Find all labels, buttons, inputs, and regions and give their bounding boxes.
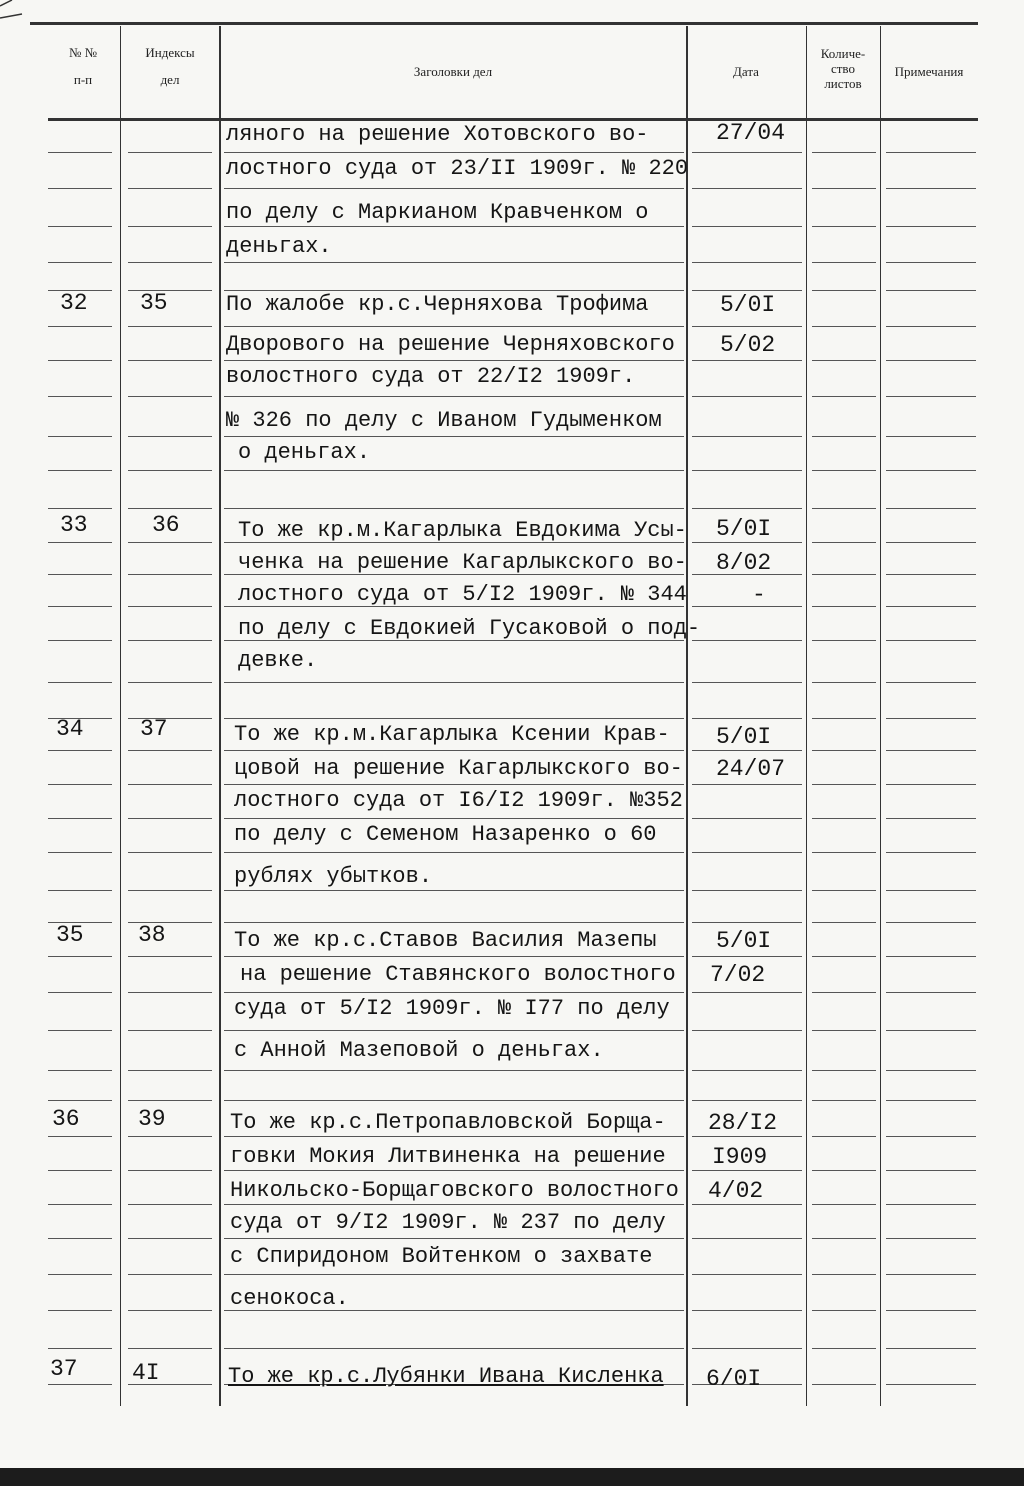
ruled-line [128, 1070, 212, 1071]
entry-index: 38 [138, 922, 166, 948]
ruled-line [812, 470, 876, 471]
ruled-line [886, 1136, 976, 1137]
ruled-line [224, 396, 684, 397]
ruled-line [886, 1070, 976, 1071]
ruled-line [692, 396, 802, 397]
date-value: 5/0I [716, 724, 772, 750]
date-value: 27/04 [716, 120, 786, 146]
date-value: 5/02 [720, 332, 776, 358]
entry-number: 36 [52, 1106, 80, 1132]
ruled-line [692, 226, 802, 227]
ruled-line [224, 326, 684, 327]
ruled-line [224, 470, 684, 471]
ruled-line [692, 262, 802, 263]
ruled-line [886, 852, 976, 853]
ruled-line [224, 1070, 684, 1071]
ruled-line [692, 956, 802, 957]
title-line: сенокоса. [230, 1286, 349, 1311]
ruled-line [128, 360, 212, 361]
title-line: с Анной Мазеповой о деньгах. [234, 1038, 604, 1063]
ruled-line [128, 226, 212, 227]
ruled-line [48, 956, 112, 957]
ruled-line [48, 606, 112, 607]
ruled-line [812, 1384, 876, 1385]
title-line: То же кр.м.Кагарлыка Евдокима Усы- [238, 518, 687, 543]
title-line: рублях убытков. [234, 864, 433, 889]
ruled-line [128, 784, 212, 785]
title-line: № 326 по делу с Иваном Гудыменком [226, 408, 662, 433]
ruled-line [812, 890, 876, 891]
ruled-line [812, 326, 876, 327]
ruled-line [128, 1274, 212, 1275]
header-index-line2: дел [160, 72, 180, 87]
date-value: 5/0I [716, 516, 772, 542]
ruled-line [692, 152, 802, 153]
ruled-line [48, 1384, 112, 1385]
ruled-line [812, 360, 876, 361]
ruled-line [224, 682, 684, 683]
header-num [48, 44, 118, 88]
ruled-line [48, 574, 112, 575]
ruled-line [128, 606, 212, 607]
ruled-line [812, 1238, 876, 1239]
ruled-line [692, 542, 802, 543]
ruled-line [886, 290, 976, 291]
ruled-line [48, 470, 112, 471]
ruled-line [224, 1100, 684, 1101]
ruled-line [48, 1070, 112, 1071]
ruled-line [886, 1384, 976, 1385]
ruled-line [128, 1030, 212, 1031]
ruled-line [886, 1310, 976, 1311]
title-line: на решение Ставянского волостного [240, 962, 676, 987]
header-num-line2: п-п [73, 72, 93, 87]
entry-number: 37 [50, 1356, 78, 1382]
ruled-line [886, 750, 976, 751]
ruled-line [692, 852, 802, 853]
date-value: 28/I2 [708, 1110, 778, 1136]
ruled-line [692, 606, 802, 607]
ruled-line [48, 1030, 112, 1031]
col-divider-notes [880, 26, 881, 1406]
ruled-line [812, 188, 876, 189]
ruled-line [224, 1348, 684, 1349]
ruled-line [812, 992, 876, 993]
ruled-line [48, 682, 112, 683]
col-divider-count [806, 26, 807, 1406]
ruled-line [886, 188, 976, 189]
ruled-line [812, 922, 876, 923]
ruled-line [48, 436, 112, 437]
ruled-line [224, 188, 684, 189]
ruled-line [224, 818, 684, 819]
header-count-line2: ство [830, 61, 855, 76]
ruled-line [812, 682, 876, 683]
entry-index: 4I [132, 1360, 160, 1386]
ruled-line [812, 784, 876, 785]
title-line: По жалобе кр.с.Черняхова Трофима [226, 292, 649, 317]
ruled-line [128, 574, 212, 575]
ruled-line [128, 1100, 212, 1101]
date-value: - [752, 582, 766, 608]
ruled-line [128, 188, 212, 189]
entry-index: 36 [152, 512, 180, 538]
ruled-line [692, 992, 802, 993]
ruled-line [692, 1274, 802, 1275]
ruled-line [224, 436, 684, 437]
ruled-line [886, 1170, 976, 1171]
header-title: Заголовки дел [413, 64, 493, 79]
ruled-line [128, 1348, 212, 1349]
entry-number: 34 [56, 716, 84, 742]
ruled-line [48, 750, 112, 751]
date-value: 5/0I [716, 928, 772, 954]
ruled-line [48, 262, 112, 263]
ruled-line [128, 152, 212, 153]
ruled-line [48, 542, 112, 543]
ruled-line [812, 1310, 876, 1311]
ruled-line [886, 1274, 976, 1275]
ruled-line [692, 360, 802, 361]
ruled-line [48, 1310, 112, 1311]
ruled-line [48, 360, 112, 361]
ruled-line [812, 508, 876, 509]
ruled-line [812, 1204, 876, 1205]
ruled-line [812, 1136, 876, 1137]
ruled-line [812, 226, 876, 227]
ruled-line [128, 1136, 212, 1137]
ruled-line [692, 784, 802, 785]
ruled-line [48, 188, 112, 189]
ruled-line [692, 718, 802, 719]
ruled-line [886, 326, 976, 327]
header-date: Дата [733, 64, 759, 79]
ruled-line [128, 640, 212, 641]
ruled-line [812, 290, 876, 291]
ruled-line [812, 956, 876, 957]
ruled-line [812, 852, 876, 853]
ruled-line [886, 1100, 976, 1101]
header-count-line1: Количе- [820, 46, 866, 61]
ruled-line [48, 508, 112, 509]
title-line: Никольско-Борщаговского волостного [230, 1178, 679, 1203]
title-line: суда от 9/I2 1909г. № 237 по делу [230, 1210, 666, 1235]
entry-number: 33 [60, 512, 88, 538]
ruled-line [224, 852, 684, 853]
col-divider-title [219, 26, 221, 1406]
ruled-line [224, 152, 684, 153]
ruled-line [886, 890, 976, 891]
title-line: То же кр.с.Лубянки Ивана Кисленка [228, 1364, 664, 1389]
table-top-border [30, 22, 978, 25]
ruled-line [886, 1204, 976, 1205]
title-line: Дворового на решение Черняховского [226, 332, 675, 357]
ruled-line [128, 1310, 212, 1311]
ruled-line [224, 1238, 684, 1239]
entry-index: 35 [140, 290, 168, 316]
ruled-line [128, 852, 212, 853]
ruled-line [886, 396, 976, 397]
title-line: лостного суда от I6/I2 1909г. №352 [234, 788, 683, 813]
ruled-line [48, 890, 112, 891]
ruled-line [224, 750, 684, 751]
ruled-line [48, 396, 112, 397]
ruled-line [692, 750, 802, 751]
ruled-line [48, 1136, 112, 1137]
title-line: То же кр.с.Петропавловской Борща- [230, 1110, 666, 1135]
ruled-line [886, 360, 976, 361]
ruled-line [48, 226, 112, 227]
ruled-line [224, 508, 684, 509]
header-count [808, 46, 878, 91]
ruled-line [812, 152, 876, 153]
ruled-line [692, 326, 802, 327]
title-line: волостного суда от 22/I2 1909г. [226, 364, 636, 389]
ruled-line [48, 818, 112, 819]
header-index [122, 44, 218, 88]
ruled-line [48, 1238, 112, 1239]
ruled-line [224, 1274, 684, 1275]
ruled-line [692, 1100, 802, 1101]
ruled-line [692, 290, 802, 291]
ruled-line [692, 682, 802, 683]
date-value: 4/02 [708, 1178, 764, 1204]
ruled-line [886, 542, 976, 543]
ruled-line [886, 574, 976, 575]
col-divider-index [120, 26, 121, 1406]
ruled-line [886, 640, 976, 641]
ruled-line [224, 360, 684, 361]
ruled-line [886, 818, 976, 819]
corner-fold-mark [0, 0, 40, 30]
title-line: ченка на решение Кагарлыкского во- [238, 550, 687, 575]
title-line: деньгах. [226, 234, 332, 259]
col-divider-date [686, 26, 688, 1406]
date-value: 7/02 [710, 962, 766, 988]
title-line: лостного суда от 23/II 1909г. № 220 [226, 156, 689, 181]
ruled-line [886, 508, 976, 509]
title-line: о деньгах. [238, 440, 371, 465]
ruled-line [128, 956, 212, 957]
ruled-line [128, 542, 212, 543]
ruled-line [812, 436, 876, 437]
ruled-line [692, 1310, 802, 1311]
ruled-line [812, 1100, 876, 1101]
ruled-line [886, 1238, 976, 1239]
title-line: То же кр.м.Кагарлыка Ксении Крав- [234, 722, 670, 747]
ruled-line [886, 262, 976, 263]
ruled-line [886, 956, 976, 957]
ruled-line [812, 818, 876, 819]
ruled-line [692, 818, 802, 819]
ruled-line [128, 262, 212, 263]
date-value: 6/0I [706, 1366, 762, 1392]
ruled-line [886, 470, 976, 471]
ruled-line [128, 396, 212, 397]
title-line: девке. [238, 648, 318, 673]
header-index-line1: Индексы [145, 45, 195, 60]
ruled-line [128, 818, 212, 819]
scan-bottom-edge [0, 1468, 1024, 1486]
ruled-line [812, 718, 876, 719]
ruled-line [48, 992, 112, 993]
ruled-line [48, 152, 112, 153]
ruled-line [886, 436, 976, 437]
ruled-line [692, 1170, 802, 1171]
title-line: по делу с Семеном Назаренко о 60 [234, 822, 657, 847]
ruled-line [692, 1238, 802, 1239]
ruled-line [812, 1170, 876, 1171]
title-line: по делу с Евдокией Гусаковой о под- [238, 616, 701, 641]
title-line: по делу с Маркианом Кравченком о [226, 200, 649, 225]
ruled-line [128, 890, 212, 891]
ruled-line [224, 992, 684, 993]
date-value: 8/02 [716, 550, 772, 576]
ruled-line [692, 890, 802, 891]
ruled-line [692, 188, 802, 189]
ruled-line [224, 1030, 684, 1031]
date-value: I909 [712, 1144, 768, 1170]
ruled-line [812, 262, 876, 263]
ruled-line [886, 922, 976, 923]
ruled-line [886, 1348, 976, 1349]
ruled-line [812, 542, 876, 543]
ruled-line [224, 922, 684, 923]
title-line: суда от 5/I2 1909г. № I77 по делу [234, 996, 670, 1021]
ruled-line [812, 640, 876, 641]
ruled-line [224, 956, 684, 957]
title-line: цовой на решение Кагарлыкского во- [234, 756, 683, 781]
ruled-line [886, 718, 976, 719]
ruled-line [692, 922, 802, 923]
ruled-line [48, 640, 112, 641]
ruled-line [886, 606, 976, 607]
ruled-line [812, 750, 876, 751]
ruled-line [692, 1070, 802, 1071]
ruled-line [48, 1348, 112, 1349]
ruled-line [692, 508, 802, 509]
ruled-line [692, 1030, 802, 1031]
title-line: ляного на решение Хотовского во- [226, 122, 649, 147]
date-value: 5/0I [720, 292, 776, 318]
ruled-line [128, 682, 212, 683]
date-value: 24/07 [716, 756, 786, 782]
ruled-line [224, 262, 684, 263]
ruled-line [812, 1274, 876, 1275]
ruled-line [128, 326, 212, 327]
ruled-line [48, 326, 112, 327]
title-line: То же кр.с.Ставов Василия Мазепы [234, 928, 657, 953]
ruled-line [812, 606, 876, 607]
ruled-line [886, 226, 976, 227]
ruled-line [692, 640, 802, 641]
title-line: лостного суда от 5/I2 1909г. № 344 [238, 582, 687, 607]
ruled-line [48, 852, 112, 853]
ruled-line [886, 682, 976, 683]
ruled-line [886, 992, 976, 993]
ruled-line [812, 1070, 876, 1071]
ruled-line [48, 1274, 112, 1275]
ruled-line [48, 1100, 112, 1101]
title-line: говки Мокия Литвиненка на решение [230, 1144, 666, 1169]
ruled-line [128, 470, 212, 471]
ruled-line [128, 750, 212, 751]
ruled-line [128, 992, 212, 993]
ruled-line [48, 1204, 112, 1205]
title-line: с Спиридоном Войтенком о захвате [230, 1244, 653, 1269]
ruled-line [692, 470, 802, 471]
ruled-line [224, 718, 684, 719]
ruled-line [48, 784, 112, 785]
entry-number: 32 [60, 290, 88, 316]
entry-index: 39 [138, 1106, 166, 1132]
header-notes: Примечания [894, 64, 964, 79]
ruled-line [128, 1170, 212, 1171]
ruled-line [812, 396, 876, 397]
ruled-line [128, 508, 212, 509]
ruled-line [128, 1238, 212, 1239]
entry-number: 35 [56, 922, 84, 948]
ruled-line [812, 1348, 876, 1349]
ruled-line [692, 1204, 802, 1205]
ruled-line [886, 784, 976, 785]
header-count-line3: листов [824, 76, 862, 91]
ruled-line [128, 1204, 212, 1205]
ruled-line [886, 1030, 976, 1031]
ruled-line [886, 152, 976, 153]
ruled-line [224, 784, 684, 785]
entry-index: 37 [140, 716, 168, 742]
ruled-line [812, 1030, 876, 1031]
ruled-line [48, 1170, 112, 1171]
ruled-line [812, 574, 876, 575]
ruled-line [128, 436, 212, 437]
header-num-line1: № № [68, 45, 98, 60]
ruled-line [692, 436, 802, 437]
ruled-line [692, 1136, 802, 1137]
ruled-line [692, 1348, 802, 1349]
